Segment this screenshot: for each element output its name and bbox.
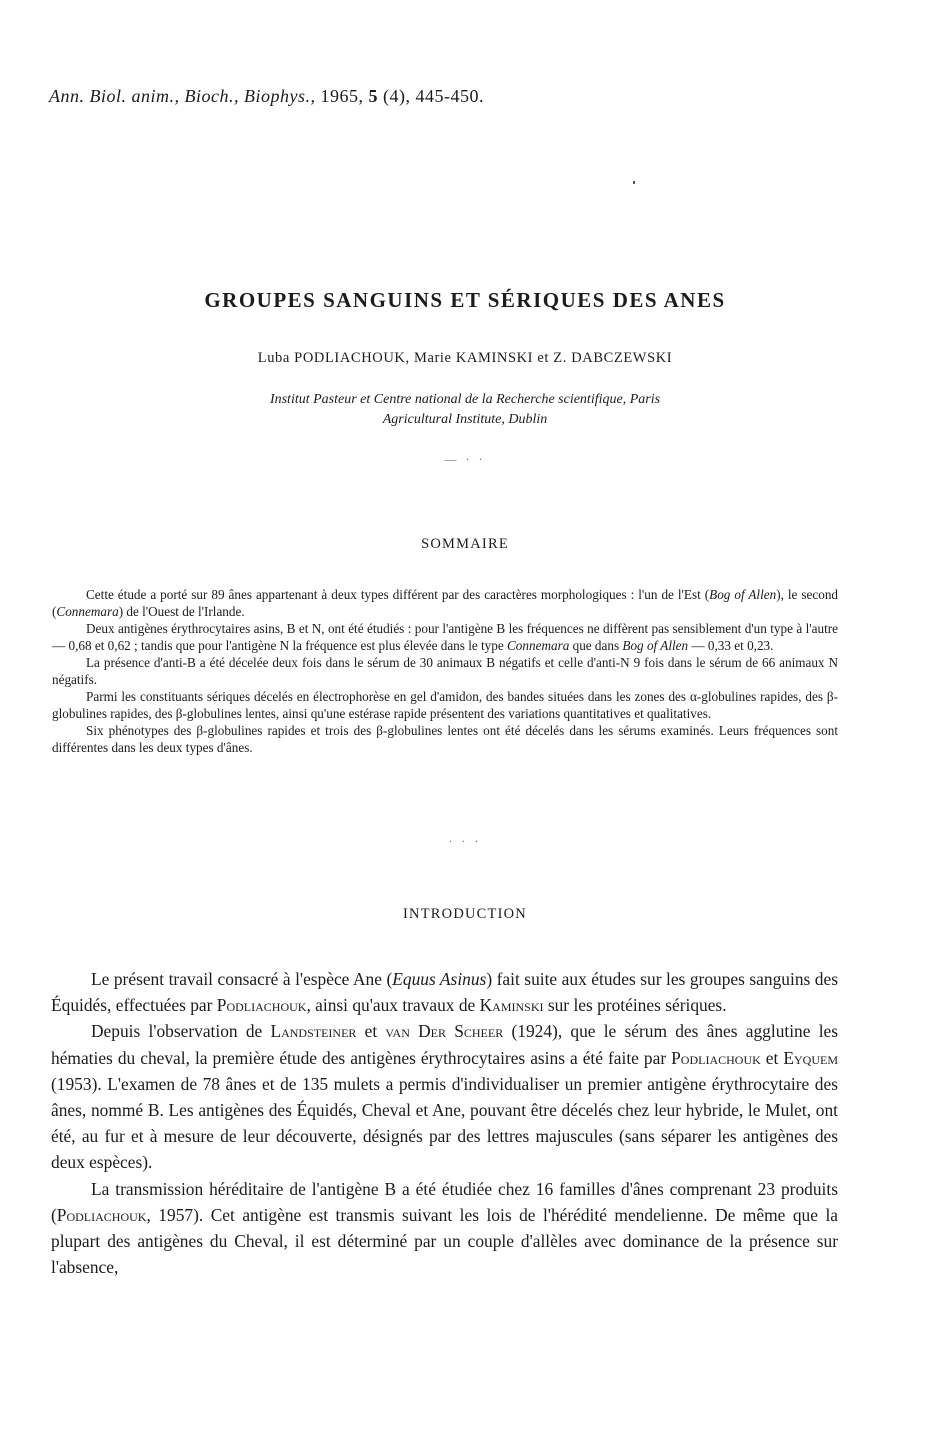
intro-paragraph: Le présent travail consacré à l'espèce Ane (Equus Asinus) fait suite aux études sur les groupes sanguins des Équidés, effectuées par Podliachouk, ainsi qu'aux travaux de Kaminski sur les protéines sériques. bbox=[51, 969, 838, 1016]
citation-line bbox=[49, 86, 484, 107]
summary-body bbox=[52, 586, 838, 756]
introduction-body bbox=[51, 966, 838, 1280]
summary-paragraph: Deux antigènes érythrocytaires asins, B et N, ont été étudiés : pour l'antigène B les fréquences ne diffèrent pas sensiblement d'un type à l'autre — 0,68 et 0,62 ; tandis que pour l'antigène N la fréquence est plus élevée dans le type Connemara que dans Bog of Allen — 0,33 et 0,23. bbox=[52, 621, 838, 653]
issue-pages: (4), 445-450. bbox=[382, 86, 484, 106]
affiliation-paris: Institut Pasteur et Centre national de la Recherche scientifique, Paris bbox=[269, 392, 661, 407]
summary-paragraph: La présence d'anti-B a été décelée deux fois dans le sérum de 30 animaux B négatifs et celle d'anti-N 9 fois dans le sérum de 66 animaux N négatifs. bbox=[52, 655, 838, 687]
summary-heading: SOMMAIRE bbox=[421, 536, 509, 552]
affiliation-dublin: Agricultural Institute, Dublin bbox=[382, 412, 548, 427]
journal-name: Ann. Biol. anim., Bioch., Biophys., bbox=[49, 86, 316, 106]
separator-dots: · · · bbox=[448, 834, 482, 848]
author3-last: DABCZEWSKI bbox=[571, 350, 673, 366]
author-conjunction: et bbox=[537, 350, 550, 366]
author2-first: Marie bbox=[413, 350, 452, 366]
intro-paragraph: Depuis l'observation de Landsteiner et van Der Scheer (1924), que le sérum des ânes agglutine les hématies du cheval, la première étude des antigènes érythrocytaires asins a été faite par Podliachouk et Eyquem (1953). L'examen de 78 ânes et de 135 mulets a permis d'individualiser un premier antigène érythrocytaire des ânes, nommé B. Les antigènes des Équidés, Cheval et Ane, pouvant être décelés chez leur hybride, le Mulet, ont été, au fur et à mesure de leur découverte, désignés par des lettres majuscules (sans séparer les antigènes des deux espèces). bbox=[51, 1021, 839, 1173]
introduction-heading: INTRODUCTION bbox=[403, 906, 527, 922]
paper-title: GROUPES SANGUINS ET SÉRIQUES DES ANES bbox=[204, 288, 726, 312]
summary-paragraph: Six phénotypes des β-globulines rapides et trois des β-globulines lentes ont été décelés dans les sérums examinés. Leurs fréquences sont différentes dans les deux types d'ânes. bbox=[52, 723, 838, 755]
scan-speck bbox=[633, 181, 635, 184]
intro-paragraph: La transmission héréditaire de l'antigène B a été étudiée chez 16 familles d'ânes comprenant 23 produits (Podliachouk, 1957). Cet antigène est transmis suivant les lois de l'hérédité mendelienne. De même que la plupart des antigènes du Cheval, il est déterminé par un couple d'allèles avec dominance de la présence sur l'absence, bbox=[51, 1178, 838, 1278]
summary-paragraph: Cette étude a porté sur 89 ânes appartenant à deux types différent par des caractères morphologiques : l'un de l'Est (Bog of Allen), le second (Connemara) de l'Ouest de l'Irlande. bbox=[52, 587, 839, 619]
author2-last: KAMINSKI bbox=[455, 350, 534, 366]
author-line bbox=[0, 350, 930, 367]
publication-year: 1965, bbox=[320, 86, 364, 106]
author3-first: Z. bbox=[553, 350, 567, 366]
separator-dots: — · · bbox=[444, 452, 486, 466]
author1-first: Luba bbox=[257, 350, 290, 366]
volume-number: 5 bbox=[368, 86, 378, 106]
summary-paragraph: Parmi les constituants sériques décelés en électrophorèse en gel d'amidon, des bandes situées dans les zones des α-globulines rapides, des β-globulines rapides, des β-globulines lentes, ainsi qu'une estérase rapide présentent des variations quantitatives et qualitatives. bbox=[52, 689, 838, 721]
author1-last: PODLIACHOUK, bbox=[294, 350, 410, 366]
